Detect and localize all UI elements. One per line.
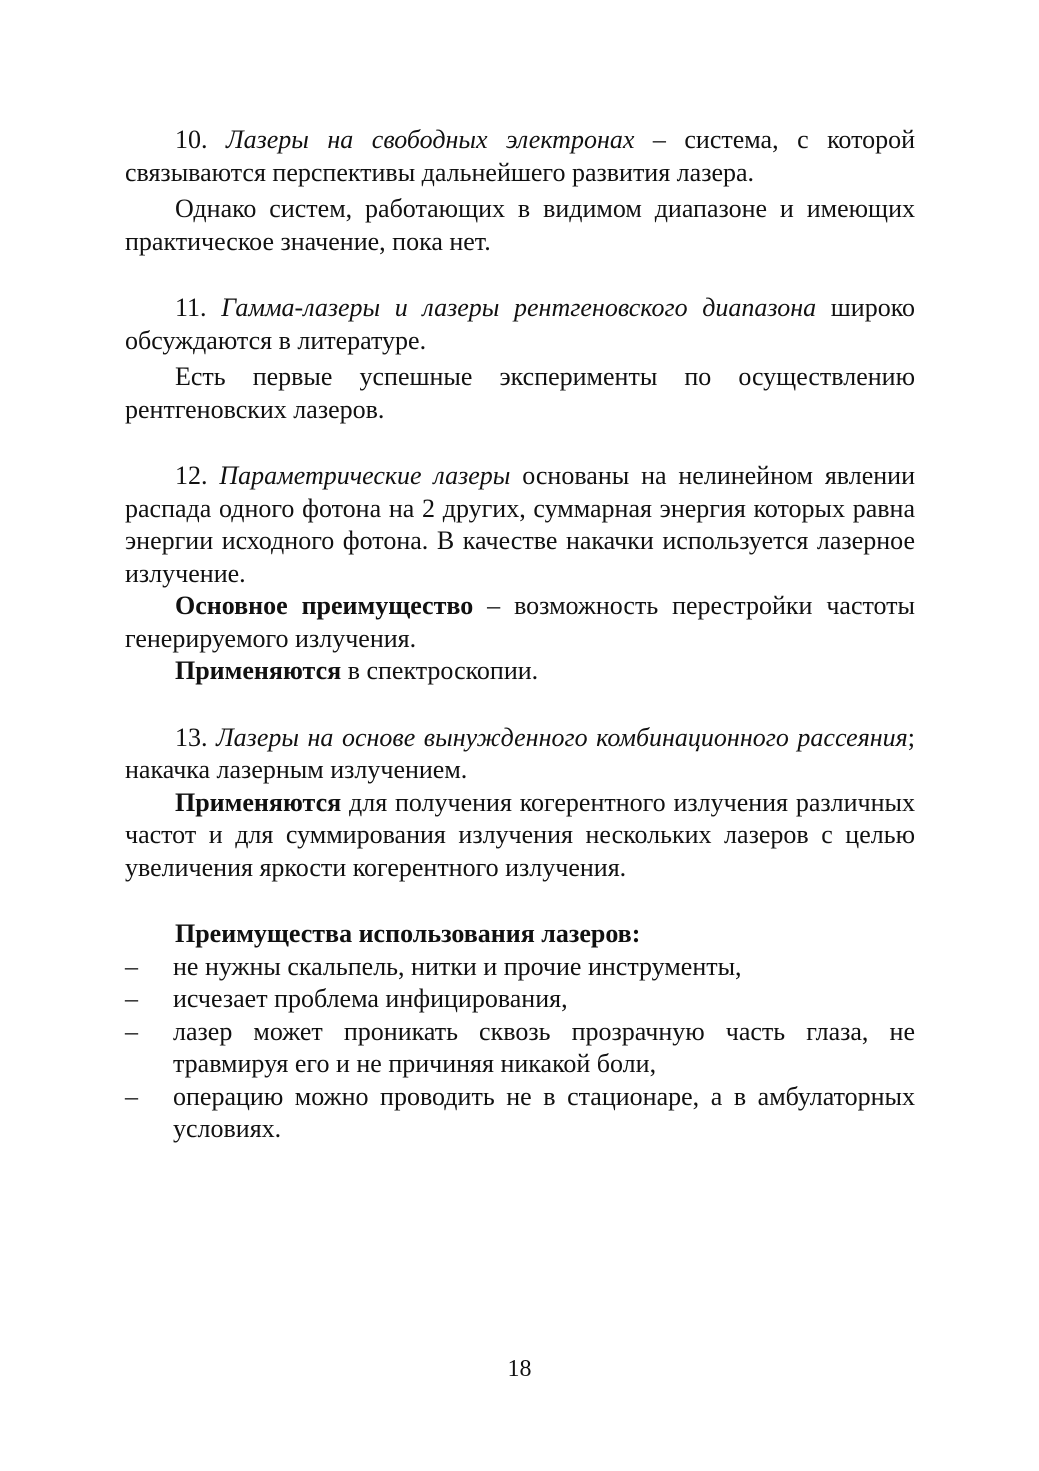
item-number: 13. (175, 722, 208, 752)
dash-bullet: – (125, 1081, 138, 1111)
advantage-text: – возможность перестройки частоты генерируемого излучения. (125, 591, 915, 653)
dash-bullet: – (125, 951, 138, 981)
list-item-text: исчезает проблема инфицирования, (173, 984, 568, 1013)
item-text: основаны на нелинейном явлении распада одного фотона на 2 других, суммарная энергия которых равна энергии исходного фотона. В качестве накачки используется лазерное излучение. (125, 461, 915, 588)
bold-label: Основное преимущество (175, 591, 474, 620)
paragraph-11-note: Есть первые успешные эксперименты по осуществлению рентгеновских лазеров. (125, 362, 915, 424)
item-title: Лазеры на основе вынужденного комбинационного рассеяния (216, 722, 908, 752)
dash-bullet: – (125, 1016, 138, 1046)
list-item (125, 983, 915, 1016)
paragraph-13 (125, 722, 915, 787)
item-number: 12. (175, 461, 208, 490)
item-title: Параметрические лазеры (219, 461, 511, 490)
usage-text: для получения когерентного излучения различных частот и для суммирования излучения нескольких лазеров с целью увеличения яркости когерентного излучения. (125, 787, 915, 882)
bold-label: Применяются (175, 656, 342, 685)
list-item (125, 1016, 915, 1081)
usage-text: в спектроскопии. (341, 656, 539, 685)
item-text: широко обсуждаются в литературе. (125, 293, 916, 355)
dash-bullet: – (125, 984, 138, 1013)
paragraph-12 (125, 460, 915, 590)
paragraph-10 (125, 124, 915, 189)
list-item (125, 951, 915, 984)
list-item-text: лазер может проникать сквозь прозрачную часть глаза, не травмируя его и не причиняя никакой боли, (173, 1016, 915, 1078)
advantages-heading (125, 918, 915, 951)
paragraph-11 (125, 292, 915, 357)
page-number: 18 (507, 1356, 532, 1382)
advantages-heading-text: Преимущества использования лазеров: (175, 919, 641, 948)
list-item-text: не нужны скальпель, нитки и прочие инструменты, (173, 951, 742, 981)
item-title: Гамма-лазеры и лазеры рентгеновского диапазона (221, 293, 817, 322)
paragraph-12-advantage (125, 590, 915, 655)
item-text: – система, с которой связываются перспективы дальнейшего развития лазера. (125, 125, 916, 187)
list-item (125, 1081, 915, 1146)
paragraph-13-usage (125, 787, 915, 885)
page-content (125, 124, 915, 1146)
item-number: 11. (175, 293, 207, 322)
paragraph-12-usage (125, 655, 915, 688)
item-title: Лазеры на свободных электронах (226, 125, 635, 154)
bold-label: Применяются (175, 787, 342, 817)
advantages-list (125, 951, 915, 1146)
item-text: ; накачка лазерным излучением. (125, 722, 916, 784)
paragraph-10-note: Однако систем, работающих в видимом диапазоне и имеющих практическое значение, пока нет. (125, 194, 915, 256)
item-number: 10. (175, 125, 208, 154)
list-item-text: операцию можно проводить не в стационаре, а в амбулаторных условиях. (173, 1081, 915, 1143)
